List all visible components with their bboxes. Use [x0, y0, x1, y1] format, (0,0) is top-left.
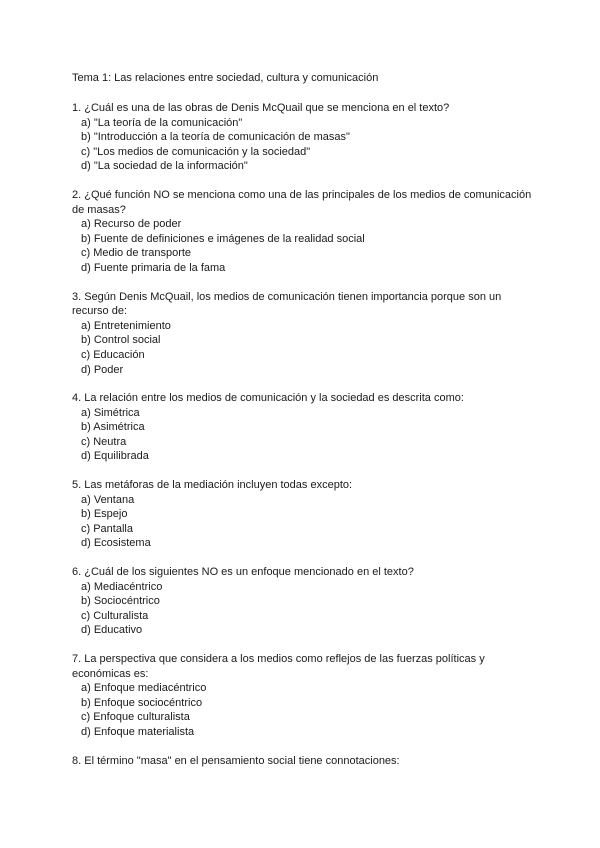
- option-d: d) Ecosistema: [81, 537, 151, 550]
- option-a: a) Enfoque mediacéntrico: [81, 682, 207, 695]
- question-text: 4. La relación entre los medios de comunicación y la sociedad es descrita como:: [72, 392, 464, 405]
- option-a: a) Entretenimiento: [81, 319, 171, 332]
- option-d: d) Enfoque materialista: [81, 725, 195, 738]
- question-3: [72, 290, 532, 378]
- option-c: c) Culturalista: [81, 609, 149, 622]
- option-b: b) Control social: [81, 334, 161, 347]
- question-4: [72, 391, 532, 464]
- option-a: a) Ventana: [81, 493, 135, 506]
- option-c: c) Neutra: [81, 435, 127, 448]
- option-d: d) Poder: [81, 363, 124, 376]
- question-text: 6. ¿Cuál de los siguientes NO es un enfoque mencionado en el texto?: [72, 566, 414, 579]
- option-a: a) Recurso de poder: [81, 218, 182, 231]
- document-page: [72, 71, 532, 782]
- question-text: 7. La perspectiva que considera a los medios como reflejos de las fuerzas políticas y económicas es:: [72, 653, 485, 680]
- question-text: 3. Según Denis McQuail, los medios de comunicación tienen importancia porque son un recurso de:: [72, 290, 502, 318]
- option-c: c) Pantalla: [81, 522, 133, 535]
- question-7: [72, 652, 532, 740]
- question-1: [72, 101, 532, 174]
- option-b: b) Asimétrica: [81, 421, 145, 434]
- option-c: c) "Los medios de comunicación y la sociedad": [81, 145, 311, 158]
- option-c: c) Educación: [81, 348, 145, 361]
- option-b: b) Espejo: [81, 508, 128, 521]
- option-a: a) Mediacéntrico: [81, 580, 163, 593]
- option-a: a) Simétrica: [81, 406, 140, 419]
- question-2: [72, 188, 532, 276]
- question-text: 1. ¿Cuál es una de las obras de Denis McQuail que se menciona en el texto?: [72, 102, 450, 114]
- question-6: [72, 565, 532, 638]
- page-title: Tema 1: Las relaciones entre sociedad, cultura y comunicación: [72, 72, 379, 84]
- option-d: d) Equilibrada: [81, 450, 149, 463]
- option-a: a) "La teoría de la comunicación": [81, 116, 243, 129]
- option-c: c) Enfoque culturalista: [81, 711, 190, 724]
- question-5: [72, 478, 532, 551]
- question-text: 8. El término "masa" en el pensamiento social tiene connotaciones:: [72, 754, 400, 767]
- question-8: [72, 754, 532, 769]
- question-text: 2. ¿Qué función NO se menciona como una de las principales de los medios de comunicación de masas?: [72, 188, 532, 216]
- option-c: c) Medio de transporte: [81, 247, 192, 260]
- option-b: b) "Introducción a la teoría de comunicación de masas": [81, 131, 350, 144]
- option-b: b) Sociocéntrico: [81, 595, 160, 608]
- option-d: d) Educativo: [81, 624, 143, 637]
- option-d: d) "La sociedad de la información": [81, 160, 248, 173]
- question-text: 5. Las metáforas de la mediación incluyen todas excepto:: [72, 479, 353, 492]
- option-b: b) Enfoque sociocéntrico: [81, 696, 203, 709]
- option-d: d) Fuente primaria de la fama: [81, 261, 226, 274]
- option-b: b) Fuente de definiciones e imágenes de la realidad social: [81, 232, 365, 245]
